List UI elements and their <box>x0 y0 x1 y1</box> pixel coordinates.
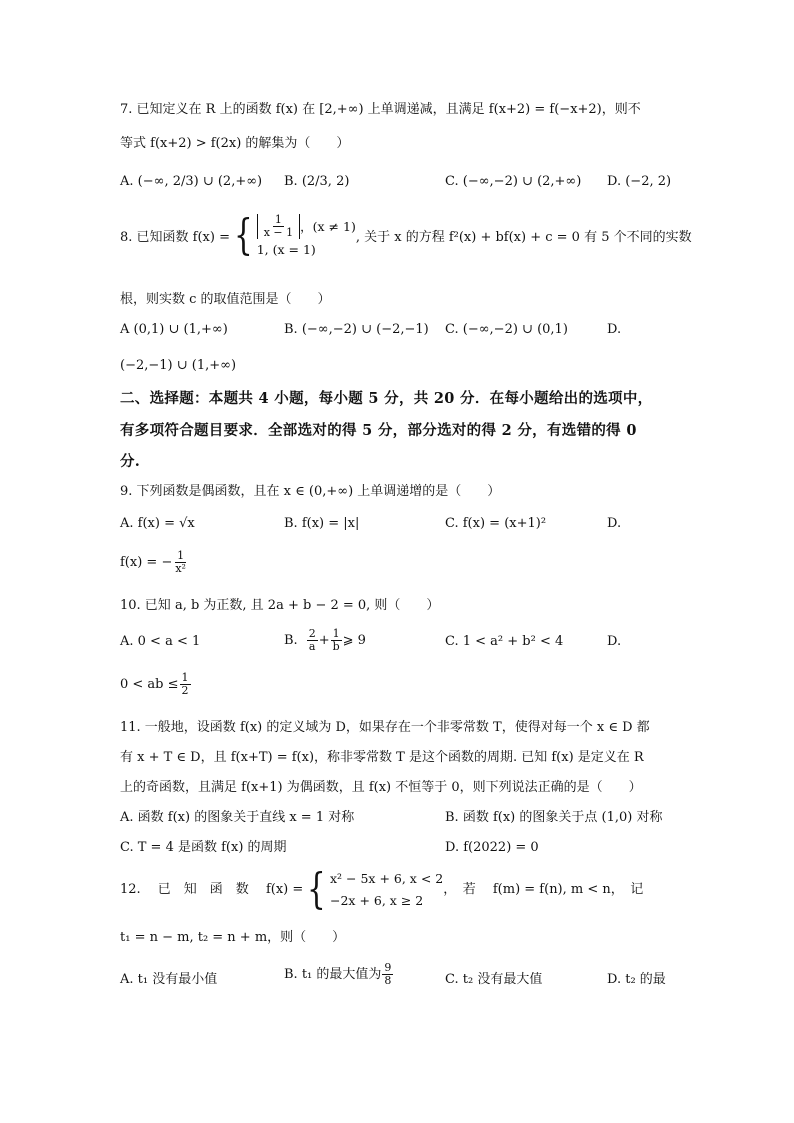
q8-case2: 1, (x = 1) <box>256 242 316 257</box>
q10-b-frac2-num: 1 <box>332 627 340 640</box>
q8-option-a: A (0,1) ∪ (1,+∞) <box>120 322 228 337</box>
q7-stem-line1: 7. 已知定义在 R 上的函数 f(x) 在 [2,+∞) 上单调递减，且满足 f(x+2) = f(−x+2)，则不 <box>120 102 641 117</box>
q7-option-c: C. (−∞,−2) ∪ (2,+∞) <box>445 174 582 189</box>
q9-option-d: D. <box>607 516 622 531</box>
q7-option-d: D. (−2, 2) <box>607 174 672 189</box>
q12-option-c: C. t₂ 没有最大值 <box>445 972 543 987</box>
q7-option-b: B. (2/3, 2) <box>284 174 350 189</box>
q8-option-d-value: (−2,−1) ∪ (1,+∞) <box>120 358 237 373</box>
q7-stem-line2: 等式 f(x+2) > f(2x) 的解集为（ ） <box>120 136 350 151</box>
q10-option-c: C. 1 < a² + b² < 4 <box>445 634 564 649</box>
q9-option-d-value <box>120 550 189 575</box>
q8-cases <box>257 214 356 261</box>
q12-case2: −2x + 6, x ≥ 2 <box>330 893 424 908</box>
section2-heading-line1: 二、选择题：本题共 4 小题，每小题 5 分，共 20 分．在每小题给出的选项中， <box>120 390 653 407</box>
q9-option-b: B. f(x) = |x| <box>284 516 360 531</box>
q7-option-a: A. (−∞, 2/3) ∪ (2,+∞) <box>120 174 263 189</box>
q11-option-c: C. T = 4 是函数 f(x) 的周期 <box>120 840 287 855</box>
q8-prefix: 8. 已知函数 f(x) = <box>120 229 230 245</box>
q8-stem-line1 <box>120 210 692 261</box>
q10-option-a: A. 0 < a < 1 <box>120 634 201 649</box>
q8-left-brace: { <box>233 210 253 259</box>
q10-d-den: 2 <box>181 684 189 697</box>
q12-b-prefix: B. t₁ 的最大值为 <box>284 966 382 982</box>
q8-abs <box>257 214 300 239</box>
q9-option-c: C. f(x) = (x+1)² <box>445 516 547 531</box>
q10-b-prefix: B. <box>284 632 298 648</box>
q12-case1: x² − 5x + 6, x < 2 <box>330 871 444 886</box>
q12-b-num: 9 <box>384 961 392 974</box>
q9-d-prefix: f(x) = − <box>120 554 173 570</box>
q10-d-prefix: 0 < ab ≤ <box>120 676 179 692</box>
q10-b-frac1 <box>307 628 318 653</box>
q12-mid: ， 若 f(m) = f(n), m < n， 记 <box>443 882 644 897</box>
q8-abs-num: 1 <box>274 213 282 226</box>
q11-option-a: A. 函数 f(x) 的图象关于直线 x = 1 对称 <box>120 810 355 825</box>
q11-option-d: D. f(2022) = 0 <box>445 840 539 855</box>
q12-option-b <box>284 962 394 987</box>
q12-b-den: 8 <box>384 974 392 987</box>
q9-d-fraction <box>173 550 188 575</box>
q11-stem-line1: 11. 一般地，设函数 f(x) 的定义域为 D，如果存在一个非零常数 T，使得对每一个 x ∈ D 都 <box>120 720 650 735</box>
q10-stem: 10. 已知 a, b 为正数, 且 2a + b − 2 = 0, 则（ ） <box>120 598 440 613</box>
q12-prefix: 12. 已 知 函 数 f(x) = <box>120 882 304 897</box>
q8-case1 <box>257 214 356 239</box>
q9-d-den: x² <box>175 562 186 575</box>
q12-left-brace: { <box>307 864 326 913</box>
q12-b-fraction <box>382 962 393 987</box>
q8-option-b: B. (−∞,−2) ∪ (−2,−1) <box>284 322 429 337</box>
q12-stem-line2: t₁ = n − m, t₂ = n + m，则（ ） <box>120 930 346 945</box>
q11-option-b: B. 函数 f(x) 的图象关于点 (1,0) 对称 <box>445 810 663 825</box>
q10-option-d: D. <box>607 634 622 649</box>
q11-stem-line2: 有 x + T ∈ D，且 f(x+T) = f(x)，称非零常数 T 是这个函数的周期. 已知 f(x) 是定义在 R <box>120 750 644 765</box>
q12-stem-line1 <box>120 864 644 913</box>
q10-d-num: 1 <box>181 671 189 684</box>
section2-heading-line3: 分. <box>120 453 141 470</box>
section2-heading-line2: 有多项符合题目要求．全部选对的得 5 分，部分选对的得 2 分，有选错的得 0 <box>120 422 637 439</box>
q10-b-frac1-num: 2 <box>308 627 316 640</box>
q9-option-a: A. f(x) = √x <box>120 516 195 531</box>
q12-option-a: A. t₁ 没有最小值 <box>120 972 218 987</box>
q10-b-suffix: ⩾ 9 <box>342 632 366 648</box>
q10-d-fraction <box>180 672 191 697</box>
q12-piecewise <box>303 864 444 913</box>
q10-b-frac2 <box>331 628 342 653</box>
q10-option-d-value <box>120 672 192 697</box>
q9-d-num: 1 <box>177 549 185 562</box>
q8-abs-den: x − 1 <box>263 226 294 239</box>
q8-suffix: , 关于 x 的方程 f²(x) + bf(x) + c = 0 有 5 个不同的实数 <box>355 229 692 245</box>
q10-b-frac1-den: a <box>308 640 316 653</box>
q10-option-b: B. $\frac{2}{a}$ + $\frac{1}{b}$ ⩾ 9 <box>284 627 366 653</box>
q8-abs-fraction <box>262 214 295 239</box>
q12-cases <box>330 868 443 912</box>
q8-option-c: C. (−∞,−2) ∪ (0,1) <box>445 322 568 337</box>
q8-case1-cond: ，(x ≠ 1) <box>300 218 356 234</box>
q8-piecewise <box>230 210 356 261</box>
q11-stem-line3: 上的奇函数，且满足 f(x+1) 为偶函数，且 f(x) 不恒等于 0，则下列说法正确的是（ ） <box>120 780 642 795</box>
q10-b-frac2-den: b <box>332 640 340 653</box>
q12-option-d: D. t₂ 的最 <box>607 972 666 987</box>
q9-stem: 9. 下列函数是偶函数，且在 x ∈ (0,+∞) 上单调递增的是（ ） <box>120 484 501 499</box>
q8-option-d: D. <box>607 322 622 337</box>
q8-stem-line2: 根，则实数 c 的取值范围是（ ） <box>120 292 331 307</box>
